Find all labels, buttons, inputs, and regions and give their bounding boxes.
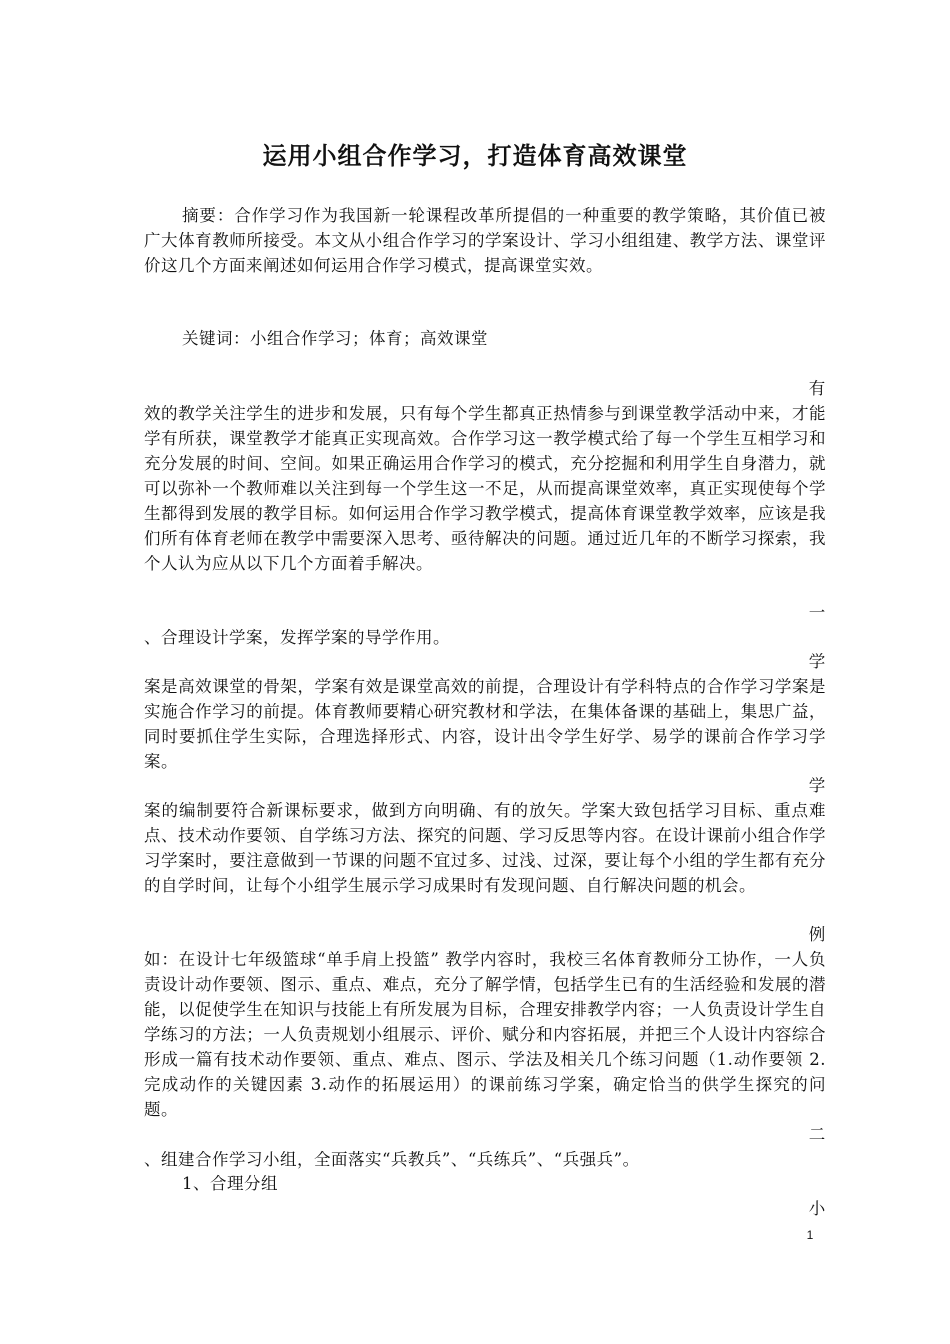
abstract-paragraph: 摘要：合作学习作为我国新一轮课程改革所提倡的一种重要的教学策略，其价值已被广大体育教师所接受。本文从小组合作学习的学案设计、学习小组组建、教学方法、课堂评价这几个方面来阐述如何运用合作学习模式，提高课堂实效。 bbox=[144, 206, 826, 275]
section2-heading: 、组建合作学习小组，全面落实“兵教兵”、“兵练兵”、“兵强兵”。 bbox=[144, 1150, 640, 1169]
keywords-line: 关键词：小组合作学习；体育；高效课堂 bbox=[182, 329, 488, 348]
paragraph-2: 案的编制要符合新课标要求，做到方向明确、有的放矢。学案大致包括学习目标、重点难点、技术动作要领、自学练习方法、探究的问题、学习反思等内容。在设计课前小组合作学习学案时，要注意做到一节课的问题不宜过多、过浅、过深，要让每个小组的学生都有充分的自学时间，让每个小组学生展示学习成果时有发现问题、自行解决问题的机会。 bbox=[144, 801, 826, 895]
p1-lead-char: 学 bbox=[808, 652, 826, 671]
page-number: 1 bbox=[806, 1228, 814, 1242]
section2-number: 二 bbox=[808, 1125, 826, 1144]
paragraph-3: 如：在设计七年级篮球“单手肩上投篮” 教学内容时，我校三名体育教师分工协作，一人负责设计动作要领、图示、重点、难点，充分了解学情，包括学生已有的生活经验和发展的潜能，以促使学生在知识与技能上有所发展为目标，合理安排教学内容；一人负责设计学生自学练习的方法；一人负责规划小组展示、评价、赋分和内容拓展，并把三个人设计内容综合形成一篇有技术动作要领、重点、难点、图示、学法及相关几个练习问题（1.动作要领 2.完成动作的关键因素 3.动作的拓展运用）的课前练习学案，确定恰当的供学生探究的问题。 bbox=[144, 950, 826, 1119]
p3-lead-char: 例 bbox=[808, 925, 826, 944]
paragraph-1: 案是高效课堂的骨架，学案有效是课堂高效的前提，合理设计有学科特点的合作学习学案是实施合作学习的前提。体育教师要精心研究教材和学法，在集体备课的基础上，集思广益，同时要抓住学生实际，合理选择形式、内容，设计出令学生好学、易学的课前合作学习学案。 bbox=[144, 677, 826, 771]
subsection1-heading: 1、合理分组 bbox=[182, 1174, 278, 1193]
intro-lead-char: 有 bbox=[808, 379, 826, 398]
intro-paragraph: 效的教学关注学生的进步和发展，只有每个学生都真正热情参与到课堂教学活动中来，才能学有所获，课堂教学才能真正实现高效。合作学习这一教学模式给了每一个学生互相学习和充分发展的时间、空间。如果正确运用合作学习的模式，充分挖掘和利用学生自身潜力，就可以弥补一个教师难以关注到每一个学生这一不足，从而提高课堂效率，真正实现使每个学生都得到发展的教学目标。如何运用合作学习教学模式，提高体育课堂教学效率，应该是我们所有体育老师在教学中需要深入思考、亟待解决的问题。通过近几年的不断学习探索，我个人认为应从以下几个方面着手解决。 bbox=[144, 404, 826, 573]
section1-heading: 、合理设计学案，发挥学案的导学作用。 bbox=[144, 628, 450, 647]
section1-number: 一 bbox=[808, 603, 826, 622]
p2-lead-char: 学 bbox=[808, 776, 826, 795]
document-title: 运用小组合作学习，打造体育高效课堂 bbox=[262, 142, 688, 170]
trailing-char: 小 bbox=[808, 1199, 826, 1218]
